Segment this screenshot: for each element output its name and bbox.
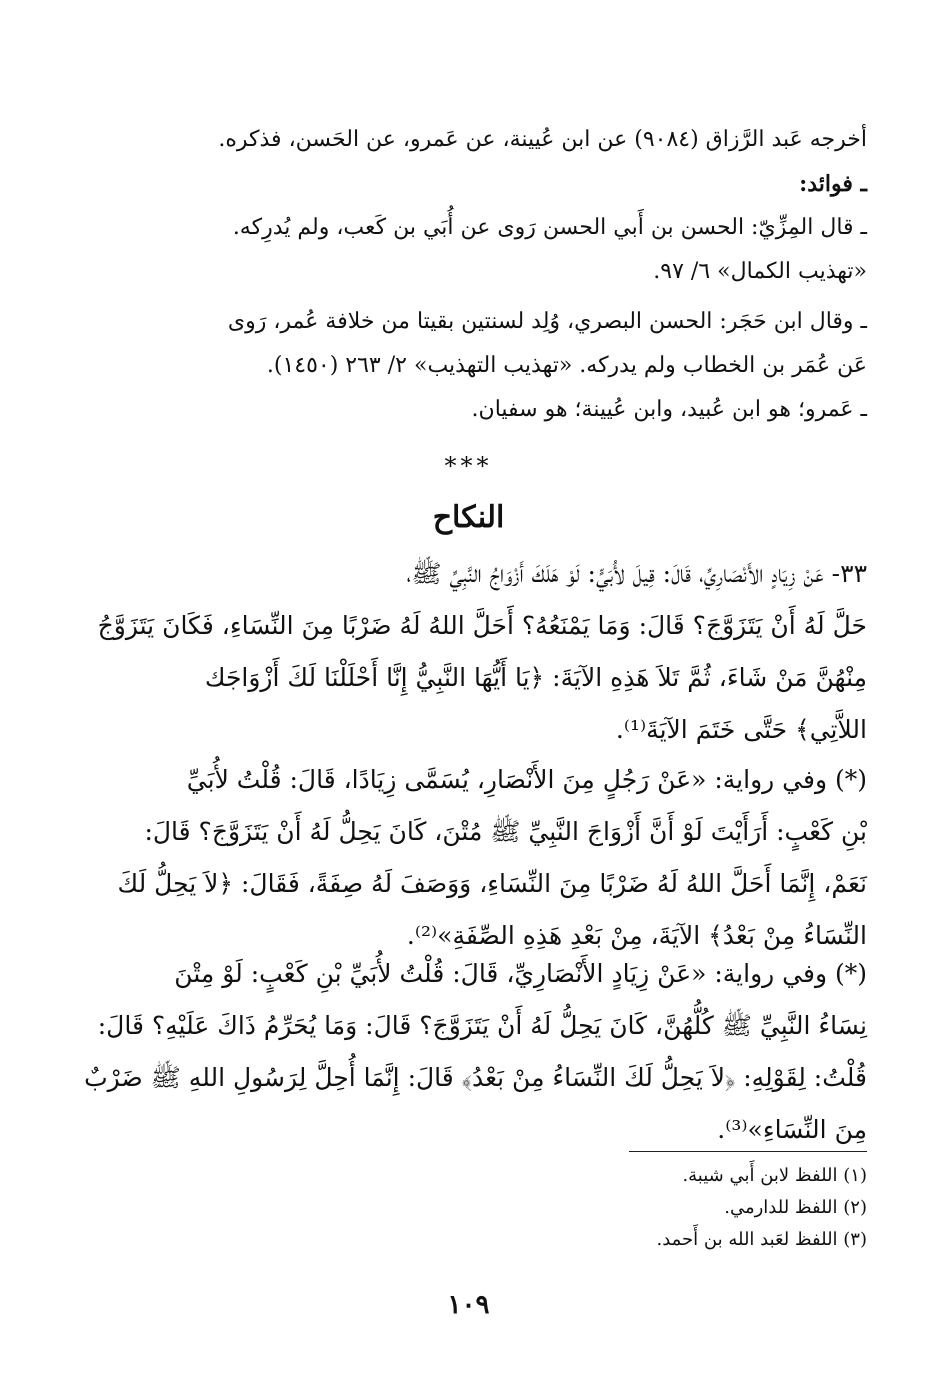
section-title: النكاح [432,500,505,535]
riwaya-line: بْنِ كَعْبٍ: أَرَأَيْتَ لَوْ أَنَّ أَزْوَاجَ النَّبِيِّ ﷺ مُتْنَ، كَانَ يَحِلُّ لَهُ أَنْ يَتَزَوَّجَ؟ قَالَ: [144,817,867,846]
hajar-line-1: ـ وقال ابن حَجَر: الحسن البصري، وُلِد لسنتين بقيتا من خلافة عُمر، رَوى [227,309,867,334]
names-line: ـ عَمرو؛ هو ابن عُبيد، وابن عُيينة؛ هو سفيان. [471,397,867,422]
riwaya-2 [67,948,867,1156]
hadith-line: مِنْهُنَّ مَنْ شَاءَ، ثُمَّ تَلاَ هَذِهِ الآيَةَ: ﴿يَا أَيُّهَا النَّبِيُّ إِنَّا أَحْلَلْنَا لَكَ أَزْوَاجَك [204,663,867,692]
fawaid-heading: ـ فوائد: [799,171,867,197]
mizzi-line-1: ـ قال المِزِّيّ: الحسن بن أَبي الحسن رَوى عن أُبَي بن كَعب، ولم يُدرِكه. [232,215,867,240]
footnote-2: (٢) اللفظ للدارمي. [724,1197,867,1218]
footnote-3: (٣) اللفظ لعَبد الله بن أَحمد. [656,1229,867,1250]
riwaya-line: (*) وفي رواية: «عَنْ زِيَادٍ الأَنْصَارِيِّ، قَالَ: قُلْتُ لأُبَيِّ بْنِ كَعْبٍ: لَوْ مِتْنَ [174,959,867,988]
hadith-main [67,548,867,756]
riwaya-line: نَعَمْ، إِنَّمَا أَحَلَّ اللهُ لَهُ ضَرْبًا مِنَ النِّسَاءِ، وَوَصَفَ لَهُ صِفَةً، فَقَالَ: ﴿لاَ يَحِلُّ لَكَ [117,869,867,898]
footnote-divider [629,1151,867,1152]
riwaya-line: (*) وفي رواية: «عَنْ رَجُلٍ مِنَ الأَنْصَارِ، يُسَمَّى زِيَادًا، قَالَ: قُلْتُ لأُبَيِّ [186,765,867,794]
hadith-line: حَلَّ لَهُ أَنْ يَتَزَوَّجَ؟ قَالَ: وَمَا يَمْنَعُهُ؟ أَحَلَّ اللهُ لَهُ ضَرْبًا مِنَ النِّسَاءِ، فَكَانَ يَتَزَوَّجُ [97,611,867,640]
intro-section [67,118,867,432]
riwaya-line: مِنَ النِّسَاءِ»⁽³⁾. [717,1115,867,1144]
mizzi-line-2: «تهذيب الكمال» ٦/ ٩٧. [653,259,867,284]
hajar-line-2: عَن عُمَر بن الخطاب ولم يدركه. «تهذيب التهذيب» ٢/ ٢٦٣ (١٤٥٠). [266,353,867,378]
footnotes [267,1160,867,1256]
riwaya-line: النِّسَاءُ مِنْ بَعْدُ﴾ الآيَةَ، مِنْ بَعْدِ هَذِهِ الصِّفَةِ»⁽²⁾. [406,921,867,950]
riwaya-line: قُلْتُ: لِقَوْلِهِ: ﴿لاَ يَحِلُّ لَكَ النِّسَاءُ مِنْ بَعْدُ﴾ قَالَ: إِنَّمَا أُحِلَّ لِرَسُولِ اللهِ ﷺ ضَرْبٌ [84,1063,867,1092]
footnote-1: (١) اللفظ لابن أَبي شيبة. [682,1165,867,1186]
section-separator: *** [444,452,493,480]
riwaya-line: نِسَاءُ النَّبِيِّ ﷺ كُلُّهُنَّ، كَانَ يَحِلُّ لَهُ أَنْ يَتَزَوَّجَ؟ قَالَ: وَمَا يُحَرِّمُ ذَاكَ عَلَيْهِ؟ قَالَ: [97,1011,867,1040]
hadith-line: اللاَّتِي﴾ حَتَّى خَتَمَ الآيَةَ⁽¹⁾. [615,715,867,744]
page-number: ١٠٩ [447,1290,490,1320]
riwaya-1 [67,754,867,962]
hadith-line: ٣٣- عَنْ زِيَادٍ الأَنْصَارِيِّ، قَالَ: قِيلَ لأُبَيٍّ: لَوْ هَلَكَ أَزْوَاجُ النَّبِيِّ ﷺ، [406,559,867,588]
source-line: أخرجه عَبد الرَّزاق (٩٠٨٤) عن ابن عُيينة، عن عَمرو، عن الحَسن، فذكره. [218,127,867,152]
